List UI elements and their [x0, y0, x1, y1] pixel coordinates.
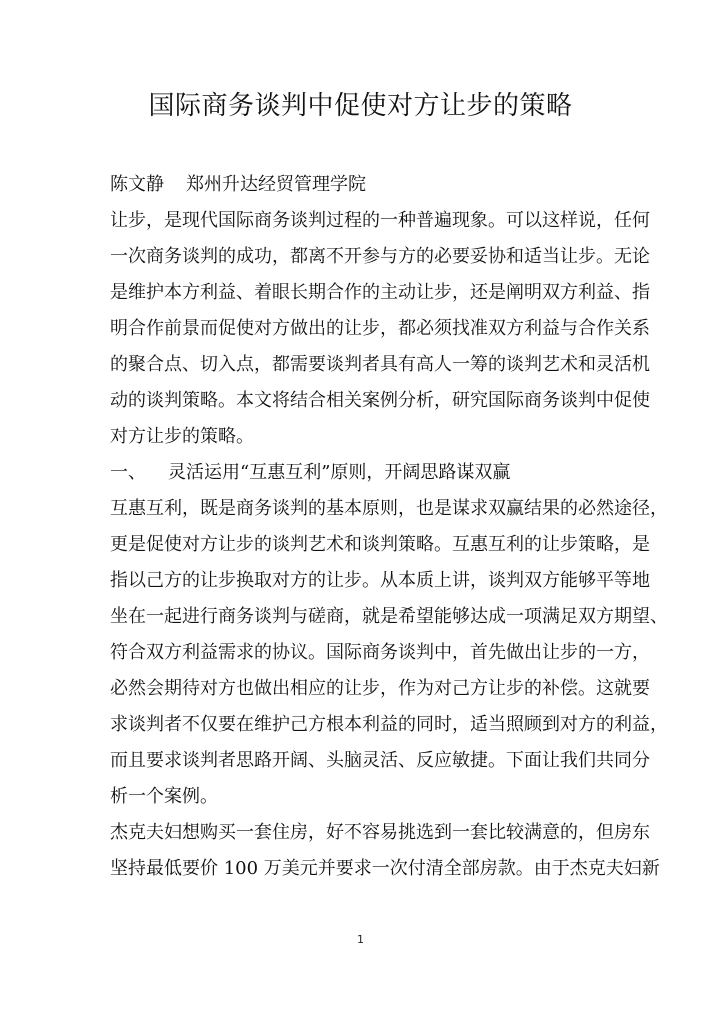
- section-number: 一、: [110, 462, 146, 483]
- paragraph-line: 更是促使对方让步的谈判艺术和谈判策略。互惠互利的让步策略，是: [110, 534, 650, 555]
- paragraph-line: 让步，是现代国际商务谈判过程的一种普遍现象。可以这样说，任何: [110, 210, 650, 231]
- section-heading-text: 灵活运用“互惠互利”原则，开阔思路谋双赢: [168, 462, 511, 483]
- paragraph-line: 明合作前景而促使对方做出的让步，都必须找准双方利益与合作关系: [110, 318, 650, 339]
- document-title: 国际商务谈判中促使对方让步的策略: [148, 91, 573, 121]
- paragraph-line: 坐在一起进行商务谈判与磋商，就是希望能够达成一项满足双方期望、: [110, 606, 668, 627]
- paragraph-line: 而且要求谈判者思路开阔、头脑灵活、反应敏捷。下面让我们共同分: [110, 750, 650, 771]
- section-heading: [110, 455, 613, 491]
- paragraph-line: 符合双方利益需求的协议。国际商务谈判中，首先做出让步的一方，: [110, 642, 650, 663]
- paragraph-line: 对方让步的策略。: [110, 426, 254, 447]
- paragraph-line: 动的谈判策略。本文将结合相关案例分析，研究国际商务谈判中促使: [110, 390, 650, 411]
- paragraph-line: 互惠互利，既是商务谈判的基本原则，也是谋求双赢结果的必然途径，: [110, 498, 668, 519]
- author-name: 陈文静: [110, 174, 164, 195]
- page-number: 1: [357, 933, 364, 946]
- paragraph-line: 指以己方的让步换取对方的让步。从本质上讲，谈判双方能够平等地: [110, 570, 650, 591]
- paragraph-line: 坚持最低要价 100 万美元并要求一次付清全部房款。由于杰克夫妇新: [110, 858, 660, 879]
- paragraph-line: 是维护本方利益、着眼长期合作的主动让步，还是阐明双方利益、指: [110, 282, 650, 303]
- paragraph-line: 必然会期待对方也做出相应的让步，作为对己方让步的补偿。这就要: [110, 678, 650, 699]
- author-line: [110, 167, 613, 203]
- paragraph-line: 的聚合点、切入点，都需要谈判者具有高人一筹的谈判艺术和灵活机: [110, 354, 650, 375]
- document-body: [110, 167, 668, 887]
- paragraph-line: 一次商务谈判的成功，都离不开参与方的必要妥协和适当让步。无论: [110, 246, 650, 267]
- paragraph-line: 析一个案例。: [110, 786, 218, 807]
- author-affiliation: 郑州升达经贸管理学院: [186, 174, 366, 195]
- paragraph-line: 求谈判者不仅要在维护己方根本利益的同时，适当照顾到对方的利益，: [110, 714, 668, 735]
- paragraph-line: 杰克夫妇想购买一套住房，好不容易挑选到一套比较满意的，但房东: [110, 822, 650, 843]
